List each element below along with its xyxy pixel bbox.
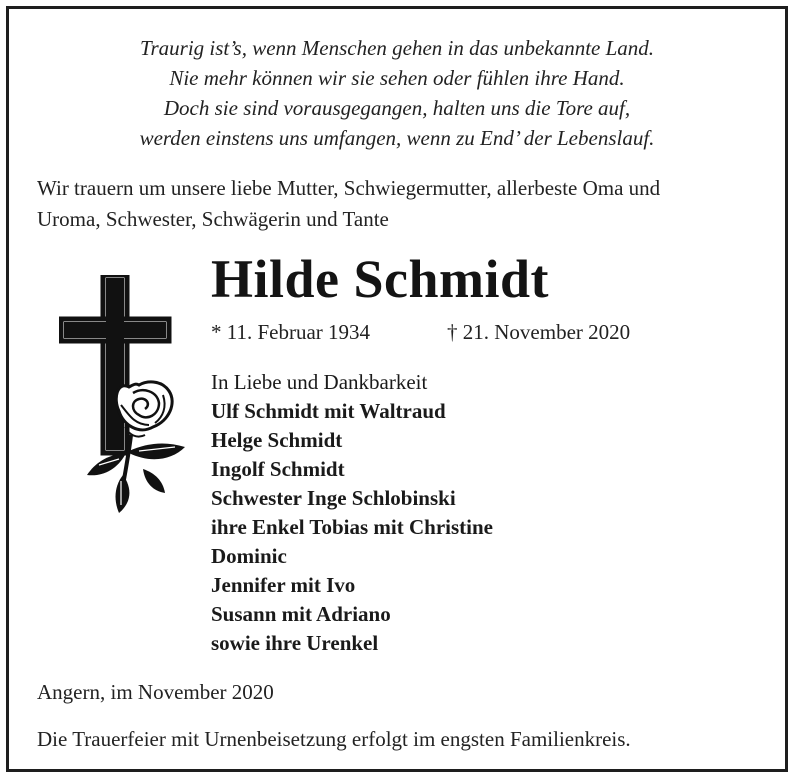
mourner-name: Ulf Schmidt mit Waltraud [211, 399, 446, 423]
mourner-name: sowie ihre Urenkel [211, 631, 379, 655]
notice-frame [6, 6, 788, 772]
mourners-list [211, 368, 493, 658]
place-and-date: Angern, im November 2020 [37, 680, 274, 704]
intro-line: Wir trauern um unsere liebe Mutter, Schwiegermutter, allerbeste Oma und [37, 176, 661, 200]
poem-line: Doch sie sind vorausgegangen, halten uns die Tore auf, [163, 96, 631, 120]
death-date: † 21. November 2020 [447, 320, 631, 344]
memorial-poem [9, 33, 785, 153]
mourners-heading: In Liebe und Dankbarkeit [211, 370, 428, 394]
deceased-name: Hilde Schmidt [211, 249, 550, 309]
cross-with-rose-icon [59, 275, 199, 525]
intro-line: Uroma, Schwester, Schwägerin und Tante [37, 207, 389, 231]
mourner-name: ihre Enkel Tobias mit Christine [211, 515, 494, 539]
mourner-name: Helge Schmidt [211, 428, 343, 452]
mourner-name: Schwester Inge Schlobinski [211, 486, 456, 510]
mourner-name: Jennifer mit Ivo [211, 573, 356, 597]
poem-line: werden einstens uns umfangen, wenn zu End’ der Lebenslauf. [139, 126, 655, 150]
ceremony-notice: Die Trauerfeier mit Urnenbeisetzung erfolgt im engsten Familienkreis. [37, 727, 631, 751]
mourner-name: Ingolf Schmidt [211, 457, 345, 481]
mourning-intro [37, 173, 777, 235]
poem-line: Traurig ist’s, wenn Menschen gehen in das unbekannte Land. [139, 36, 655, 60]
mourner-name: Susann mit Adriano [211, 602, 391, 626]
birth-date: * 11. Februar 1934 [211, 320, 371, 344]
poem-line: Nie mehr können wir sie sehen oder fühlen ihre Hand. [169, 66, 625, 90]
mourner-name: Dominic [211, 544, 287, 568]
